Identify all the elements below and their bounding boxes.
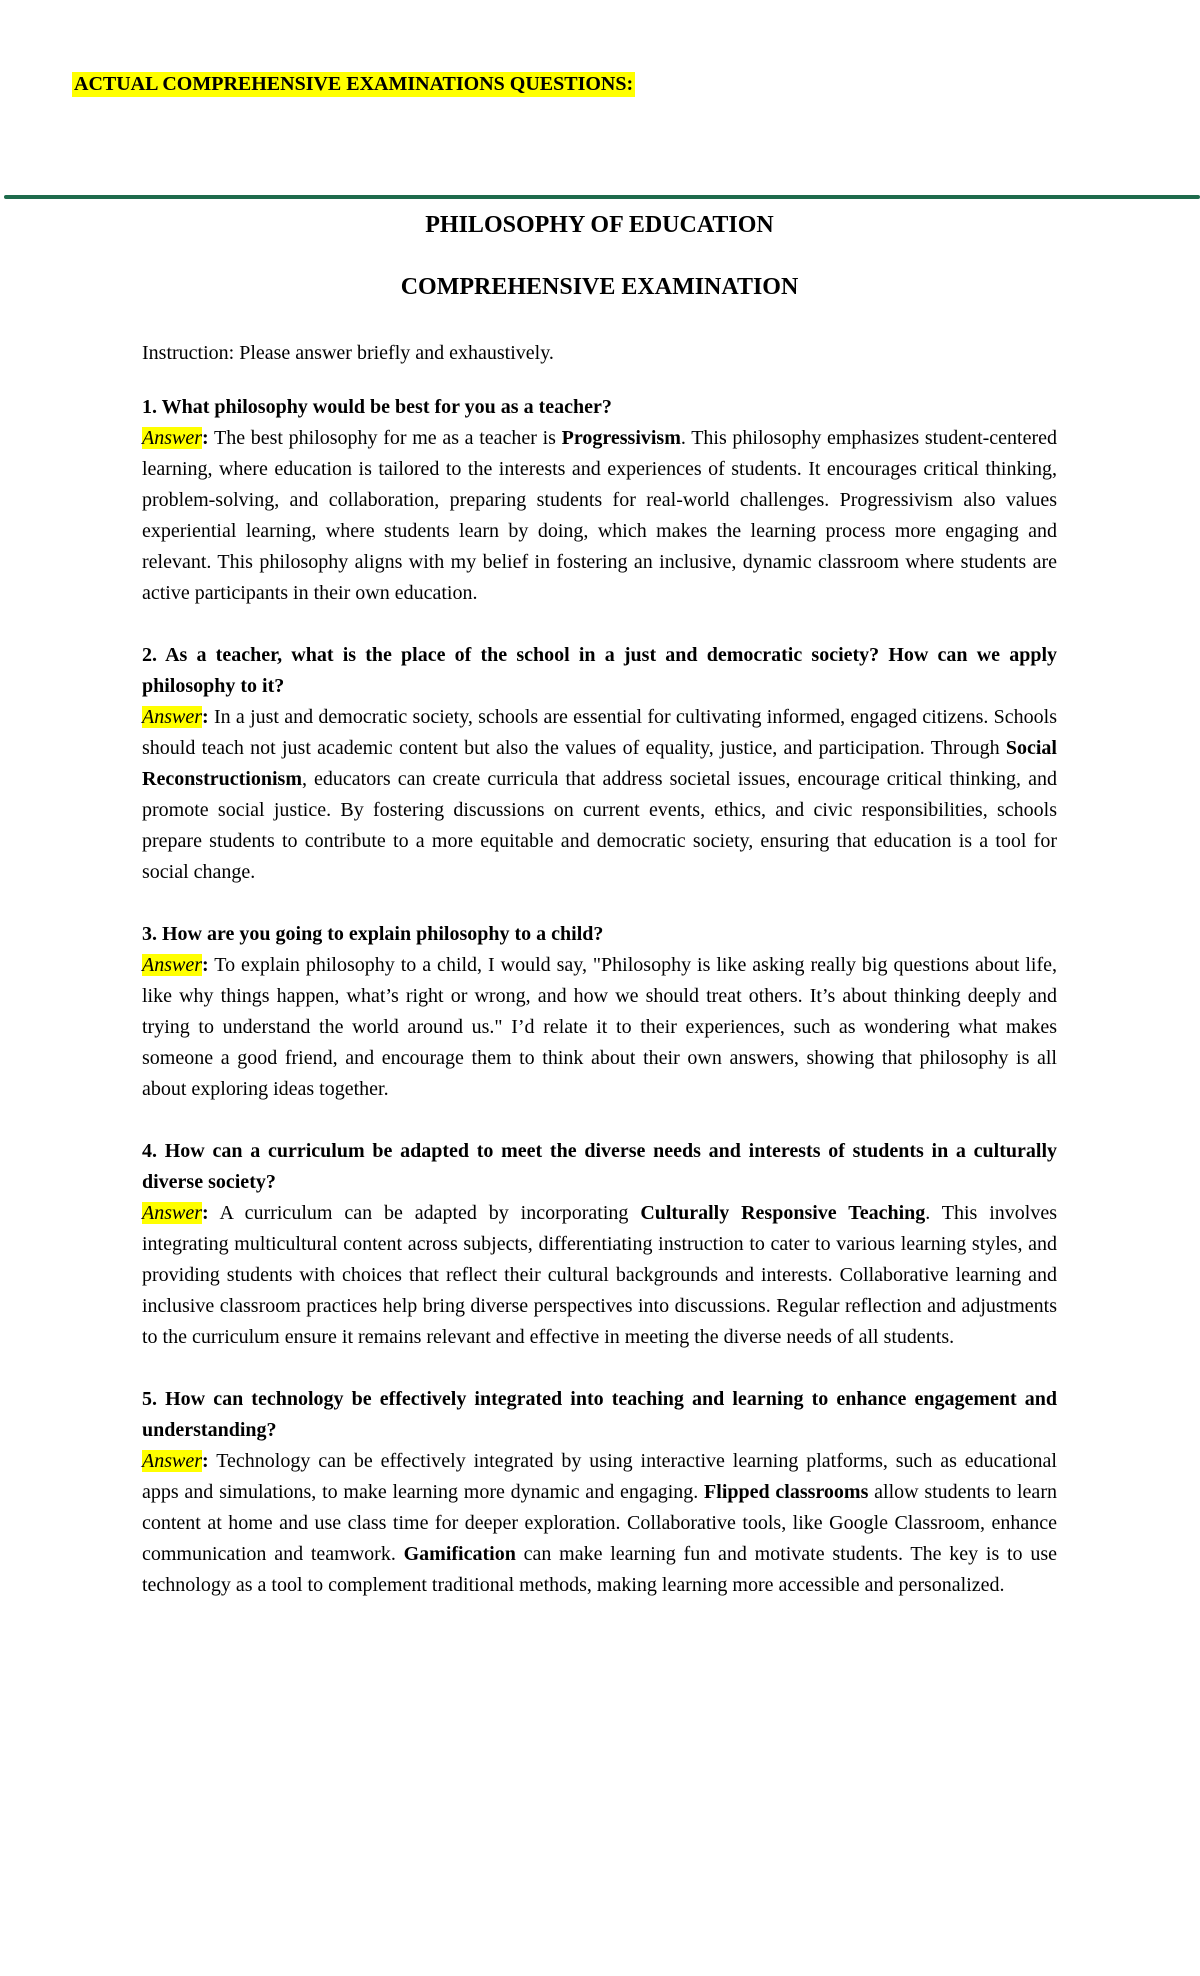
answer-text: The best philosophy for me as a teacher is [208,427,562,449]
answer-emphasis: Progressivism [561,427,681,449]
question-1: 1. What philosophy would be best for you as a teacher? [142,396,612,418]
answer-text: . This involves integrating multicultural content across subjects, differentiating instruction to cater to various learning styles, and providing students with choices that reflect their cultural backgrounds and interests. Collaborative learning and inclusive classroom practices help bring diverse perspectives into discussions. Regular reflection and adjustments to the curriculum ensure it remains relevant and effective in meeting the diverse needs of all students. [142,1202,1057,1348]
answer-emphasis: Gamification [403,1543,516,1565]
answer-label: Answer [142,1450,202,1472]
qa-item-1 [142,392,1057,609]
question-4: 4. How can a curriculum be adapted to meet the diverse needs and interests of students in a culturally diverse society? [142,1140,1057,1193]
document-subtitle: COMPREHENSIVE EXAMINATION [400,274,799,300]
answer-text: allow students to learn content at home and use class time for deeper exploration. Collaborative tools, like Google Classroom, enhance communication and teamwork. [142,1481,1057,1565]
answer-label: Answer [142,954,202,976]
answer-2: Answer: In a just and democratic society, schools are essential for cultivating informed, engaged citizens. Schools should teach not just academic content but also the values of equality, justice, and participation. Through Social Reconstructionism, educators can create curricula that address societal issues, encourage critical thinking, and promote social justice. By fostering discussions on current events, ethics, and civic responsibilities, schools prepare students to contribute to a more equitable and democratic society, ensuring that education is a tool for social change. [142,706,1057,883]
answer-1: Answer: The best philosophy for me as a teacher is Progressivism. This philosophy emphasizes student-centered learning, where education is tailored to the interests and experiences of students. It encourages critical thinking, problem-solving, and collaboration, preparing students for real-world challenges. Progressivism also values experiential learning, where students learn by doing, which makes the learning process more engaging and relevant. This philosophy aligns with my belief in fostering an inclusive, dynamic classroom where students are active participants in their own education. [142,427,1058,604]
document-title: PHILOSOPHY OF EDUCATION [425,212,774,238]
answer-text: In a just and democratic society, schools are essential for cultivating informed, engaged citizens. Schools should teach not just academic content but also the values of equality, justice, and participation. Through [142,706,1057,759]
question-2: 2. As a teacher, what is the place of the school in a just and democratic society? How can we apply philosophy to it? [142,644,1057,697]
answer-text: can make learning fun and motivate students. The key is to use technology as a tool to complement traditional methods, making learning more accessible and personalized. [142,1543,1057,1596]
answer-4: Answer: A curriculum can be adapted by incorporating Culturally Responsive Teaching. This involves integrating multicultural content across subjects, differentiating instruction to cater to various learning styles, and providing students with choices that reflect their cultural backgrounds and interests. Collaborative learning and inclusive classroom practices help bring diverse perspectives into discussions. Regular reflection and adjustments to the curriculum ensure it remains relevant and effective in meeting the diverse needs of all students. [142,1202,1057,1348]
answer-text: , educators can create curricula that address societal issues, encourage critical thinking, and promote social justice. By fostering discussions on current events, ethics, and civic responsibilities, schools prepare students to contribute to a more equitable and democratic society, ensuring that education is a tool for social change. [142,768,1057,883]
answer-5: Answer: Technology can be effectively integrated by using interactive learning platforms, such as educational apps and simulations, to make learning more dynamic and engaging. Flipped classrooms allow students to learn content at home and use class time for deeper exploration. Collaborative tools, like Google Classroom, enhance communication and teamwork. Gamification can make learning fun and motivate students. The key is to use technology as a tool to complement traditional methods, making learning more accessible and personalized. [142,1450,1057,1596]
document-body [142,338,1057,1632]
answer-emphasis: Flipped classrooms [704,1481,869,1503]
answer-text: Technology can be effectively integrated by using interactive learning platforms, such as educational apps and simulations, to make learning more dynamic and engaging. [142,1450,1057,1503]
qa-item-2 [142,640,1057,888]
question-3: 3. How are you going to explain philosophy to a child? [142,923,604,945]
answer-text: . This philosophy emphasizes student-centered learning, where education is tailored to the interests and experiences of students. It encourages critical thinking, problem-solving, and collaboration, preparing students for real-world challenges. Progressivism also values experiential learning, where students learn by doing, which makes the learning process more engaging and relevant. This philosophy aligns with my belief in fostering an inclusive, dynamic classroom where students are active participants in their own education. [142,427,1058,604]
divider-rule [4,195,1200,199]
answer-label: Answer [142,1202,202,1224]
answer-emphasis: Social Reconstructionism [142,737,1057,790]
instruction-text: Instruction: Please answer briefly and exhaustively. [142,342,554,364]
qa-item-4 [142,1136,1057,1353]
qa-item-3 [142,919,1057,1105]
answer-label: Answer [142,706,202,728]
answer-text: A curriculum can be adapted by incorporating [208,1202,641,1224]
question-5: 5. How can technology be effectively integrated into teaching and learning to enhance engagement and understanding? [142,1388,1057,1441]
answer-3: Answer: To explain philosophy to a child, I would say, "Philosophy is like asking really big questions about life, like why things happen, what’s right or wrong, and how we should treat others. It’s about thinking deeply and trying to understand the world around us." I’d relate it to their experiences, such as wondering what makes someone a good friend, and encourage them to think about their own answers, showing that philosophy is all about exploring ideas together. [142,954,1057,1100]
answer-emphasis: Culturally Responsive Teaching [640,1202,926,1224]
qa-item-5 [142,1384,1057,1601]
page-heading: ACTUAL COMPREHENSIVE EXAMINATIONS QUESTIONS: [74,73,634,95]
answer-label: Answer [142,427,202,449]
answer-text: To explain philosophy to a child, I would say, "Philosophy is like asking really big questions about life, like why things happen, what’s right or wrong, and how we should treat others. It’s about thinking deeply and trying to understand the world around us." I’d relate it to their experiences, such as wondering what makes someone a good friend, and encourage them to think about their own answers, showing that philosophy is all about exploring ideas together. [142,954,1057,1100]
